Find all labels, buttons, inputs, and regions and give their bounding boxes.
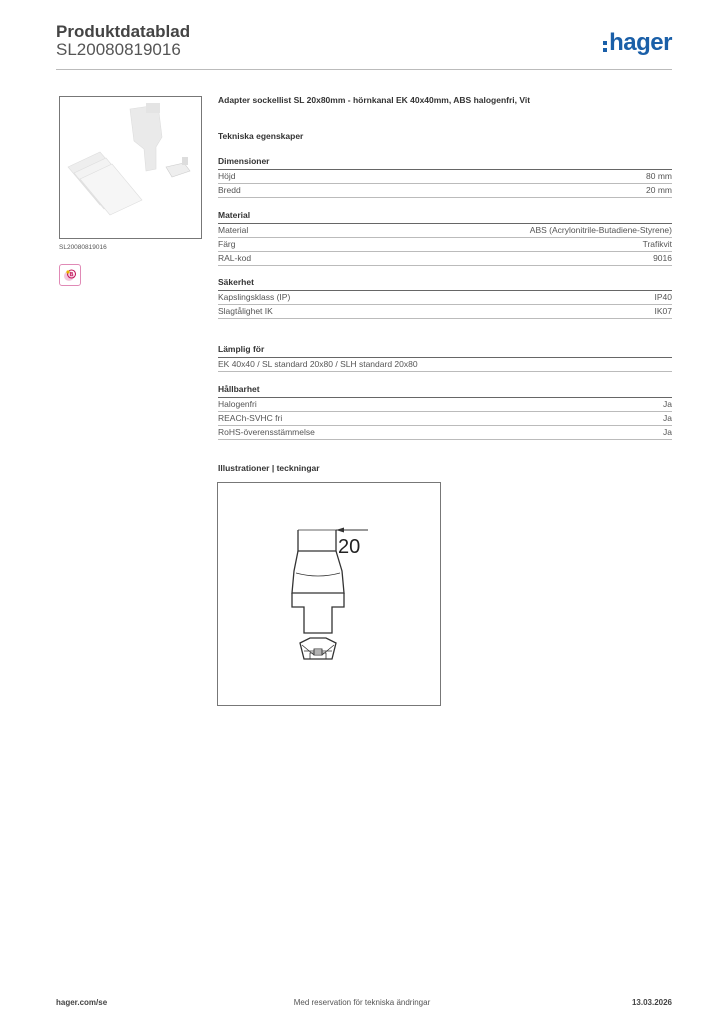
spec-label: Höjd — [218, 171, 236, 181]
spec-value: ABS (Acrylonitrile-Butadiene-Styrene) — [529, 225, 672, 235]
spec-row — [218, 184, 672, 198]
technical-drawing — [217, 482, 441, 706]
spec-label: Material — [218, 225, 249, 235]
section-material — [218, 210, 672, 266]
section-title: Hållbarhet — [218, 384, 672, 398]
tech-heading: Tekniska egenskaper — [218, 131, 304, 141]
product-number: SL20080819016 — [56, 40, 181, 59]
spec-label: Färg — [218, 239, 236, 249]
spec-label: RAL-kod — [218, 253, 252, 263]
spec-row — [218, 412, 672, 426]
page-title: Produktdatablad — [56, 22, 191, 41]
image-caption: SL20080819016 — [59, 244, 107, 251]
footer-website[interactable]: hager.com/se — [56, 998, 108, 1007]
spec-value: Ja — [663, 413, 672, 423]
halogen-free-badge-icon — [59, 264, 81, 286]
spec-value: Ja — [663, 427, 672, 437]
section-dimensioner — [218, 156, 672, 198]
spec-label: Halogenfri — [218, 399, 257, 409]
spec-value: 20 mm — [646, 185, 672, 195]
spec-value: IK07 — [654, 306, 672, 316]
spec-label: REACh-SVHC fri — [218, 413, 283, 423]
section-sakerhet — [218, 277, 672, 319]
spec-row — [218, 358, 672, 372]
spec-label: RoHS-överensstämmelse — [218, 427, 315, 437]
spec-value: 9016 — [653, 253, 672, 263]
svg-text:B: B — [69, 272, 74, 278]
spec-value: Trafikvit — [642, 239, 672, 249]
logo-dots-icon — [603, 41, 607, 52]
section-title: Säkerhet — [218, 277, 672, 291]
spec-row — [218, 398, 672, 412]
section-hallbarhet — [218, 384, 672, 440]
spec-row — [218, 305, 672, 319]
spec-value: Ja — [663, 399, 672, 409]
spec-value: IP40 — [654, 292, 672, 302]
section-title: Lämplig för — [218, 344, 672, 358]
product-name: Adapter sockellist SL 20x80mm - hörnkanal EK 40x40mm, ABS halogenfri, Vit — [218, 95, 531, 105]
spec-row — [218, 224, 672, 238]
header-divider — [56, 69, 672, 70]
spec-row — [218, 291, 672, 305]
drawings-heading: Illustrationer | teckningar — [218, 463, 320, 473]
section-title: Dimensioner — [218, 156, 672, 170]
section-lamplig-for — [218, 344, 672, 372]
product-image — [59, 96, 202, 239]
spec-row — [218, 426, 672, 440]
spec-row — [218, 252, 672, 266]
spec-row — [218, 170, 672, 184]
spec-label: Slagtålighet IK — [218, 306, 273, 316]
spec-value: 80 mm — [646, 171, 672, 181]
spec-label: EK 40x40 / SL standard 20x80 / SLH standard 20x80 — [218, 359, 418, 369]
spec-label: Bredd — [218, 185, 241, 195]
footer-note: Med reservation för tekniska ändringar — [293, 998, 431, 1007]
spec-row — [218, 238, 672, 252]
section-title: Material — [218, 210, 672, 224]
spec-label: Kapslingsklass (IP) — [218, 292, 291, 302]
footer-date: 13.03.2026 — [631, 998, 672, 1007]
hager-logo — [603, 28, 672, 58]
drawing-dimension-label: 20 — [338, 536, 361, 558]
logo-text: hager — [609, 29, 672, 56]
